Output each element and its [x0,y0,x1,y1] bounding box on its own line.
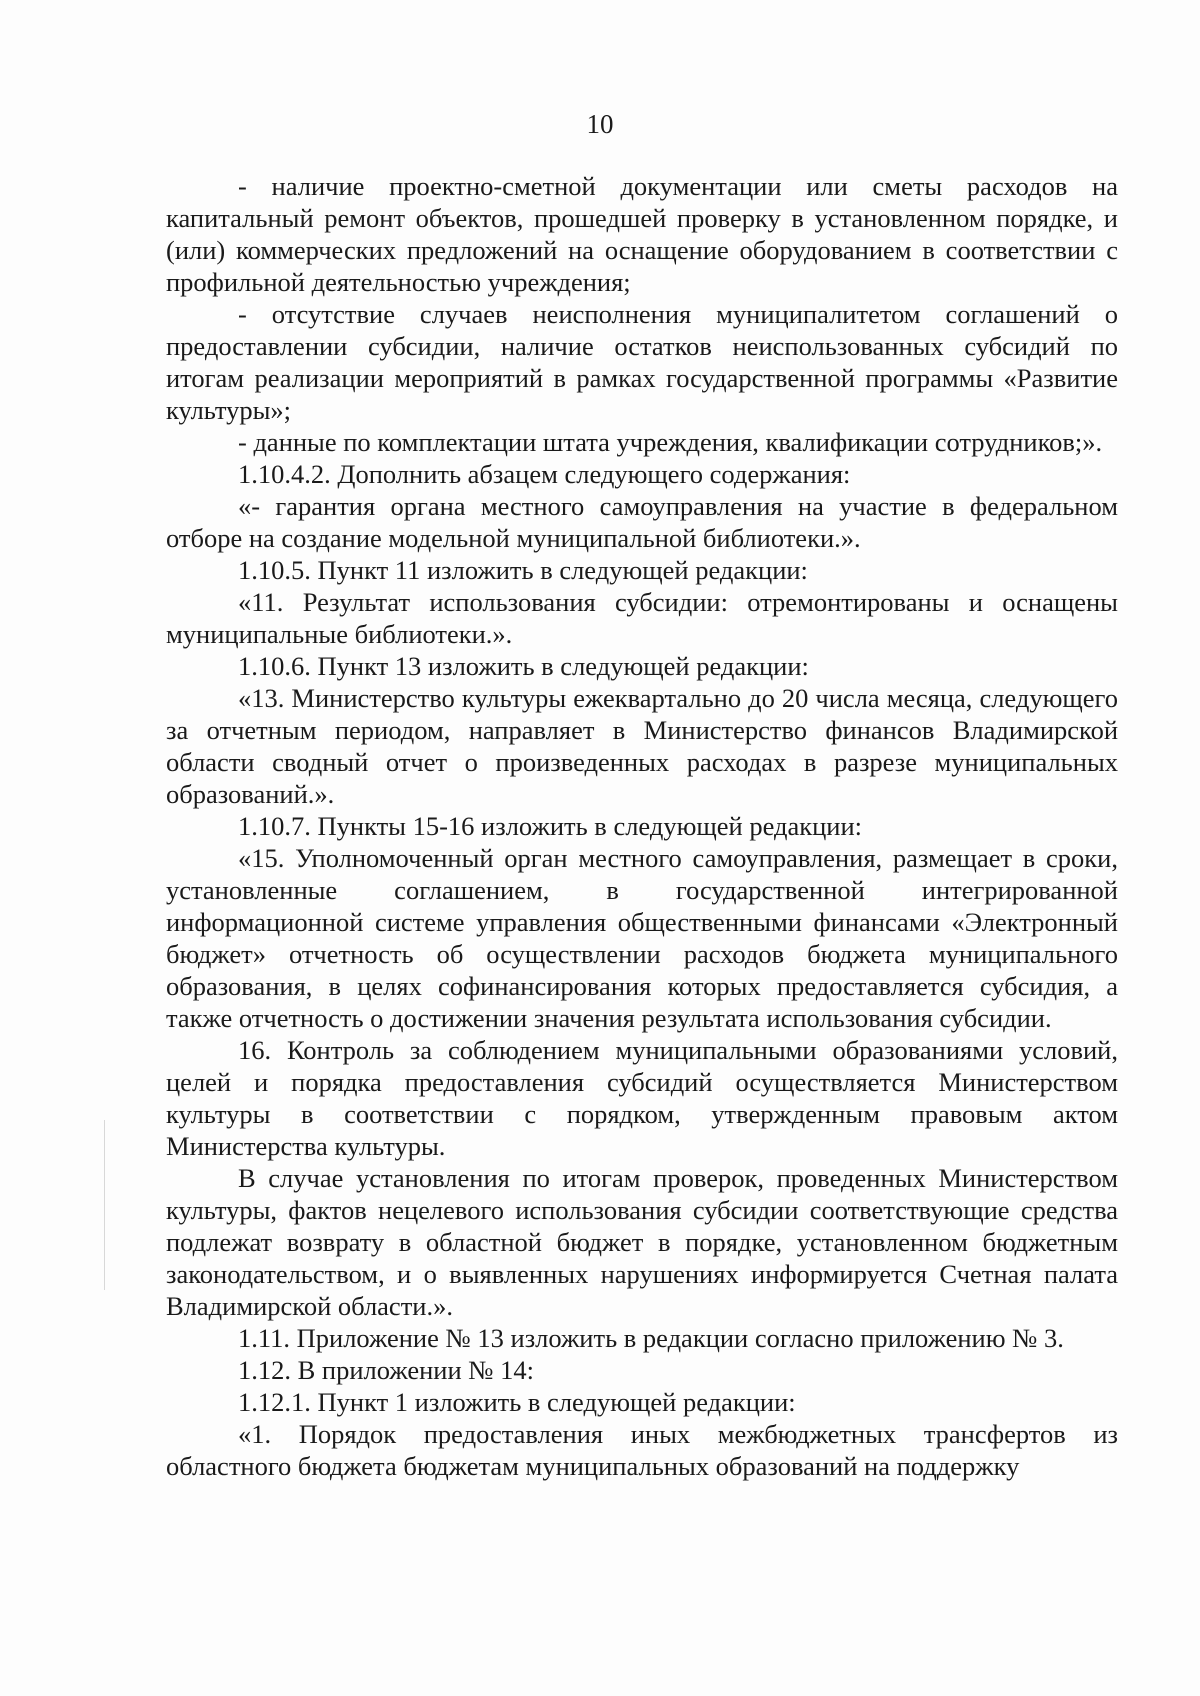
paragraph: «11. Результат использования субсидии: отремонтированы и оснащены муниципальные библиотеки.». [166,587,1118,649]
paragraph: «15. Уполномоченный орган местного самоуправления, размещает в сроки, установленные соглашением, в государственной интегрированной информационной системе управления общественными финансами «Электронный бюджет» отчетность об осуществлении расходов бюджета муниципального образования, в целях софинансирования которых предоставляется субсидия, а также отчетность о достижении значения результата использования субсидии. [166,843,1118,1033]
paragraph: 1.11. Приложение № 13 изложить в редакции согласно приложению № 3. [238,1323,1064,1353]
paragraph: 1.12.1. Пункт 1 изложить в следующей редакции: [238,1387,796,1417]
paragraph: 1.10.7. Пункты 15-16 изложить в следующей редакции: [238,811,863,841]
paragraph: - данные по комплектации штата учреждения, квалификации сотрудников;». [238,427,1103,457]
document-body [166,170,1118,1482]
paragraph: 1.10.4.2. Дополнить абзацем следующего содержания: [238,459,851,489]
paragraph: - наличие проектно-сметной документации или сметы расходов на капитальный ремонт объектов, прошедшей проверку в установленном порядке, и (или) коммерческих предложений на оснащение оборудованием в соответствии с профильной деятельностью учреждения; [166,171,1118,297]
paragraph: «- гарантия органа местного самоуправления на участие в федеральном отборе на создание модельной муниципальной библиотеки.». [166,491,1118,553]
scan-artifact-line [104,1120,105,1290]
paragraph: 1.12. В приложении № 14: [238,1355,535,1385]
paragraph: - отсутствие случаев неисполнения муниципалитетом соглашений о предоставлении субсидии, наличие остатков неиспользованных субсидий по итогам реализации мероприятий в рамках государственной программы «Развитие культуры»; [166,299,1118,425]
paragraph: 16. Контроль за соблюдением муниципальными образованиями условий, целей и порядка предоставления субсидий осуществляется Министерством культуры в соответствии с порядком, утвержденным правовым актом Министерства культуры. [166,1035,1118,1161]
paragraph: 1.10.6. Пункт 13 изложить в следующей редакции: [238,651,809,681]
paragraph: 1.10.5. Пункт 11 изложить в следующей редакции: [238,555,808,585]
paragraph: «1. Порядок предоставления иных межбюджетных трансфертов из областного бюджета бюджетам муниципальных образований на поддержку [166,1419,1118,1481]
page-number: 10 [586,109,614,139]
paragraph: В случае установления по итогам проверок, проведенных Министерством культуры, фактов нецелевого использования субсидии соответствующие средства подлежат возврату в областной бюджет в порядке, установленном бюджетным законодательством, и о выявленных нарушениях информируется Счетная палата Владимирской области.». [166,1163,1118,1321]
paragraph: «13. Министерство культуры ежеквартально до 20 числа месяца, следующего за отчетным периодом, направляет в Министерство финансов Владимирской области сводный отчет о произведенных расходах в разрезе муниципальных образований.». [166,683,1118,809]
